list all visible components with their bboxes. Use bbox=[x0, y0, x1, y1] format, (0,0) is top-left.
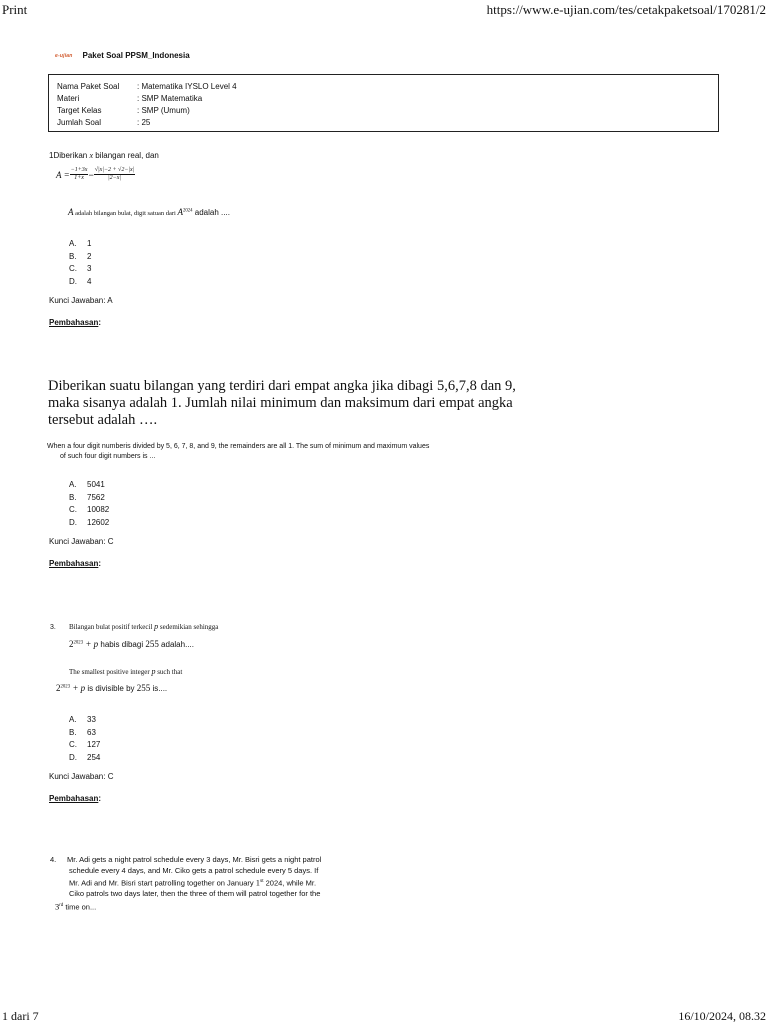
q2-text-id bbox=[48, 378, 516, 429]
q3-l2-end: adalah.... bbox=[158, 640, 194, 649]
info-label: Materi bbox=[57, 94, 80, 103]
q1-stmt-end: adalah .... bbox=[192, 208, 230, 217]
q2-pembahasan-label: Pembahasan bbox=[49, 559, 99, 568]
option-d[interactable] bbox=[69, 752, 100, 765]
info-value: : SMP Matematika bbox=[137, 94, 203, 103]
info-value: : 25 bbox=[137, 118, 151, 127]
q3-en-line1 bbox=[69, 667, 182, 676]
option-label: B. bbox=[69, 251, 77, 261]
q4-line: Ciko patrols two days later, then the three of them will patrol together for the bbox=[69, 889, 321, 898]
option-label: D. bbox=[69, 517, 77, 527]
package-info-box bbox=[48, 74, 719, 132]
q3-line1 bbox=[50, 622, 218, 631]
option-a[interactable] bbox=[69, 238, 91, 251]
q2-en-line: of such four digit numbers is ... bbox=[60, 453, 156, 460]
print-title: Print bbox=[2, 2, 28, 17]
q3-en-line2 bbox=[56, 683, 167, 693]
q1-stmt-var: A bbox=[68, 207, 74, 217]
option-a[interactable] bbox=[69, 479, 109, 492]
page-url: https://www.e-ujian.com/tes/cetakpaketsoal/170281/2 bbox=[486, 2, 766, 17]
option-label: C. bbox=[69, 740, 77, 749]
info-value: : SMP (Umum) bbox=[137, 106, 190, 115]
q4-l3-b: 2024, while Mr. bbox=[263, 878, 317, 888]
q2-options bbox=[69, 479, 109, 529]
option-c[interactable] bbox=[69, 263, 91, 276]
q4-row bbox=[50, 855, 321, 866]
option-label: A. bbox=[69, 715, 77, 724]
q1-frac1-num: −1+3x bbox=[70, 167, 88, 173]
q2-line: maka sisanya adalah 1. Jumlah nilai minimum dan maksimum dari empat angka bbox=[48, 395, 513, 411]
q3-en2-end: is.... bbox=[150, 684, 168, 693]
option-label: B. bbox=[69, 492, 77, 502]
q1-fraction-1 bbox=[70, 167, 89, 182]
q4-line5 bbox=[50, 900, 321, 913]
q3-en-base: 2 bbox=[56, 683, 61, 693]
q1-intro-suffix: bilangan real, dan bbox=[93, 151, 159, 160]
option-text: 33 bbox=[87, 715, 96, 724]
option-text: 127 bbox=[87, 740, 101, 749]
q3-answer-key: Kunci Jawaban: C bbox=[49, 772, 114, 781]
q3-expr-base: 2 bbox=[69, 639, 74, 649]
q3-en2-num: 255 bbox=[136, 683, 151, 693]
option-c[interactable] bbox=[69, 504, 109, 517]
q1-stmt-mid: adalah bilangan bulat, digit satuan dari bbox=[73, 210, 178, 217]
q3-l1-var: p bbox=[154, 622, 159, 631]
q2-line: Diberikan suatu bilangan yang terdiri dari empat angka jika dibagi 5,6,7,8 dan 9, bbox=[48, 378, 516, 394]
option-label: A. bbox=[69, 480, 77, 489]
q2-pembahasan: Pembahasan: bbox=[49, 559, 102, 568]
q3-l2-mid: habis dibagi bbox=[98, 640, 146, 649]
option-b[interactable] bbox=[69, 727, 100, 740]
info-label: Target Kelas bbox=[57, 106, 102, 115]
option-text: 12602 bbox=[87, 517, 110, 527]
q1-frac1-den: 1+x bbox=[74, 175, 84, 181]
q3-pembahasan-label: Pembahasan bbox=[49, 794, 99, 803]
q1-answer-key: Kunci Jawaban: A bbox=[49, 296, 113, 305]
brand-header bbox=[55, 51, 190, 60]
print-datetime: 16/10/2024, 08.32 bbox=[678, 1009, 766, 1023]
q1-equation bbox=[56, 167, 135, 182]
q3-pembahasan: Pembahasan: bbox=[49, 794, 102, 803]
brand-logo: e-ujian bbox=[55, 52, 73, 59]
q3-line2 bbox=[69, 639, 194, 649]
option-b[interactable] bbox=[69, 492, 109, 505]
q1-statement bbox=[68, 207, 230, 217]
q3-en-suffix: such that bbox=[155, 668, 183, 676]
info-row bbox=[57, 105, 710, 117]
q1-frac2-num: √|x|−2 + √2−|x| bbox=[94, 167, 135, 173]
q3-options bbox=[69, 714, 100, 764]
q4-l3-n: 1 bbox=[255, 877, 261, 888]
q1-intro-var: x bbox=[89, 151, 94, 160]
q1-intro-prefix: 1Diberikan bbox=[49, 151, 90, 160]
q4-l5-n: 3 bbox=[55, 901, 60, 911]
option-label: B. bbox=[69, 727, 77, 737]
q3-l1-suffix: sedemikian sehingga bbox=[158, 623, 219, 631]
option-text: 7562 bbox=[87, 492, 105, 502]
q2-en-line: When a four digit numberis divided by 5, 6, 7, 8, and 9, the remainders are all 1. The sum of minimum and maximum values bbox=[47, 443, 430, 450]
option-label: C. bbox=[69, 264, 77, 273]
package-title: Paket Soal PPSM_Indonesia bbox=[82, 51, 190, 60]
option-d[interactable] bbox=[69, 517, 109, 530]
option-b[interactable] bbox=[69, 251, 91, 264]
q4-line: Mr. Adi gets a night patrol schedule every 3 days, Mr. Bisri gets a night patrol bbox=[67, 855, 322, 864]
q3-expr-plus: + p bbox=[83, 639, 99, 649]
q4-l5-b: time on... bbox=[63, 902, 97, 911]
option-label: D. bbox=[69, 276, 77, 286]
q1-stmt-exp: 2024 bbox=[182, 208, 193, 214]
option-label: A. bbox=[69, 239, 77, 248]
q2-line: tersebut adalah …. bbox=[48, 412, 158, 428]
info-value: : Matematika IYSLO Level 4 bbox=[137, 82, 237, 91]
q2-answer-key: Kunci Jawaban: C bbox=[49, 537, 114, 546]
page-number: 1 dari 7 bbox=[2, 1009, 39, 1023]
q4-line: schedule every 4 days, and Mr. Ciko gets a patrol schedule every 5 days. If bbox=[69, 865, 319, 875]
q4-number: 4. bbox=[50, 855, 57, 864]
option-a[interactable] bbox=[69, 714, 100, 727]
q1-pembahasan-label: Pembahasan bbox=[49, 318, 99, 327]
q1-intro bbox=[49, 151, 159, 160]
option-text: 5041 bbox=[87, 480, 105, 489]
info-row bbox=[57, 81, 710, 93]
q2-text-en bbox=[47, 442, 429, 462]
q1-frac2-den: |2−x| bbox=[108, 175, 122, 181]
q3-l2-num: 255 bbox=[145, 639, 159, 649]
option-label: D. bbox=[69, 752, 77, 762]
option-text: 3 bbox=[87, 264, 92, 273]
q4-l5-sup: rd bbox=[59, 901, 64, 907]
q1-pembahasan: Pembahasan: bbox=[49, 318, 102, 327]
q4-l3-a: Mr. Adi and Mr. Bisri start patrolling together on January bbox=[69, 878, 256, 888]
q4-line3 bbox=[50, 876, 321, 889]
option-text: 63 bbox=[87, 727, 96, 737]
option-label: C. bbox=[69, 505, 77, 514]
q4-l3-sup: st bbox=[260, 878, 264, 883]
info-label: Nama Paket Soal bbox=[57, 82, 120, 91]
q1-fraction-2 bbox=[94, 167, 136, 182]
info-row bbox=[57, 93, 710, 105]
q1-minus: − bbox=[88, 169, 94, 180]
option-text: 2 bbox=[87, 251, 92, 261]
option-text: 1 bbox=[87, 239, 92, 248]
option-text: 4 bbox=[87, 276, 92, 286]
q3-en2-mid: is divisible by bbox=[85, 684, 137, 693]
q3-en-var: p bbox=[151, 667, 156, 676]
q3-expr-exp: 2023 bbox=[73, 640, 84, 646]
option-text: 10082 bbox=[87, 505, 110, 514]
q3-en-plus: + p bbox=[70, 683, 86, 693]
info-row bbox=[57, 117, 710, 129]
q4-text bbox=[50, 855, 321, 913]
option-d[interactable] bbox=[69, 276, 91, 289]
q3-en-exp: 2023 bbox=[60, 684, 71, 690]
q3-l1-prefix: Bilangan bulat positif terkecil bbox=[69, 623, 155, 631]
q3-en-prefix: The smallest positive integer bbox=[69, 668, 152, 676]
q1-options bbox=[69, 238, 91, 288]
option-text: 254 bbox=[87, 752, 101, 762]
option-c[interactable] bbox=[69, 739, 100, 752]
q3-number: 3. bbox=[50, 624, 56, 631]
q1-stmt-base: A bbox=[177, 207, 183, 217]
q1-eq-lhs: A = bbox=[56, 169, 70, 180]
info-label: Jumlah Soal bbox=[57, 118, 102, 127]
